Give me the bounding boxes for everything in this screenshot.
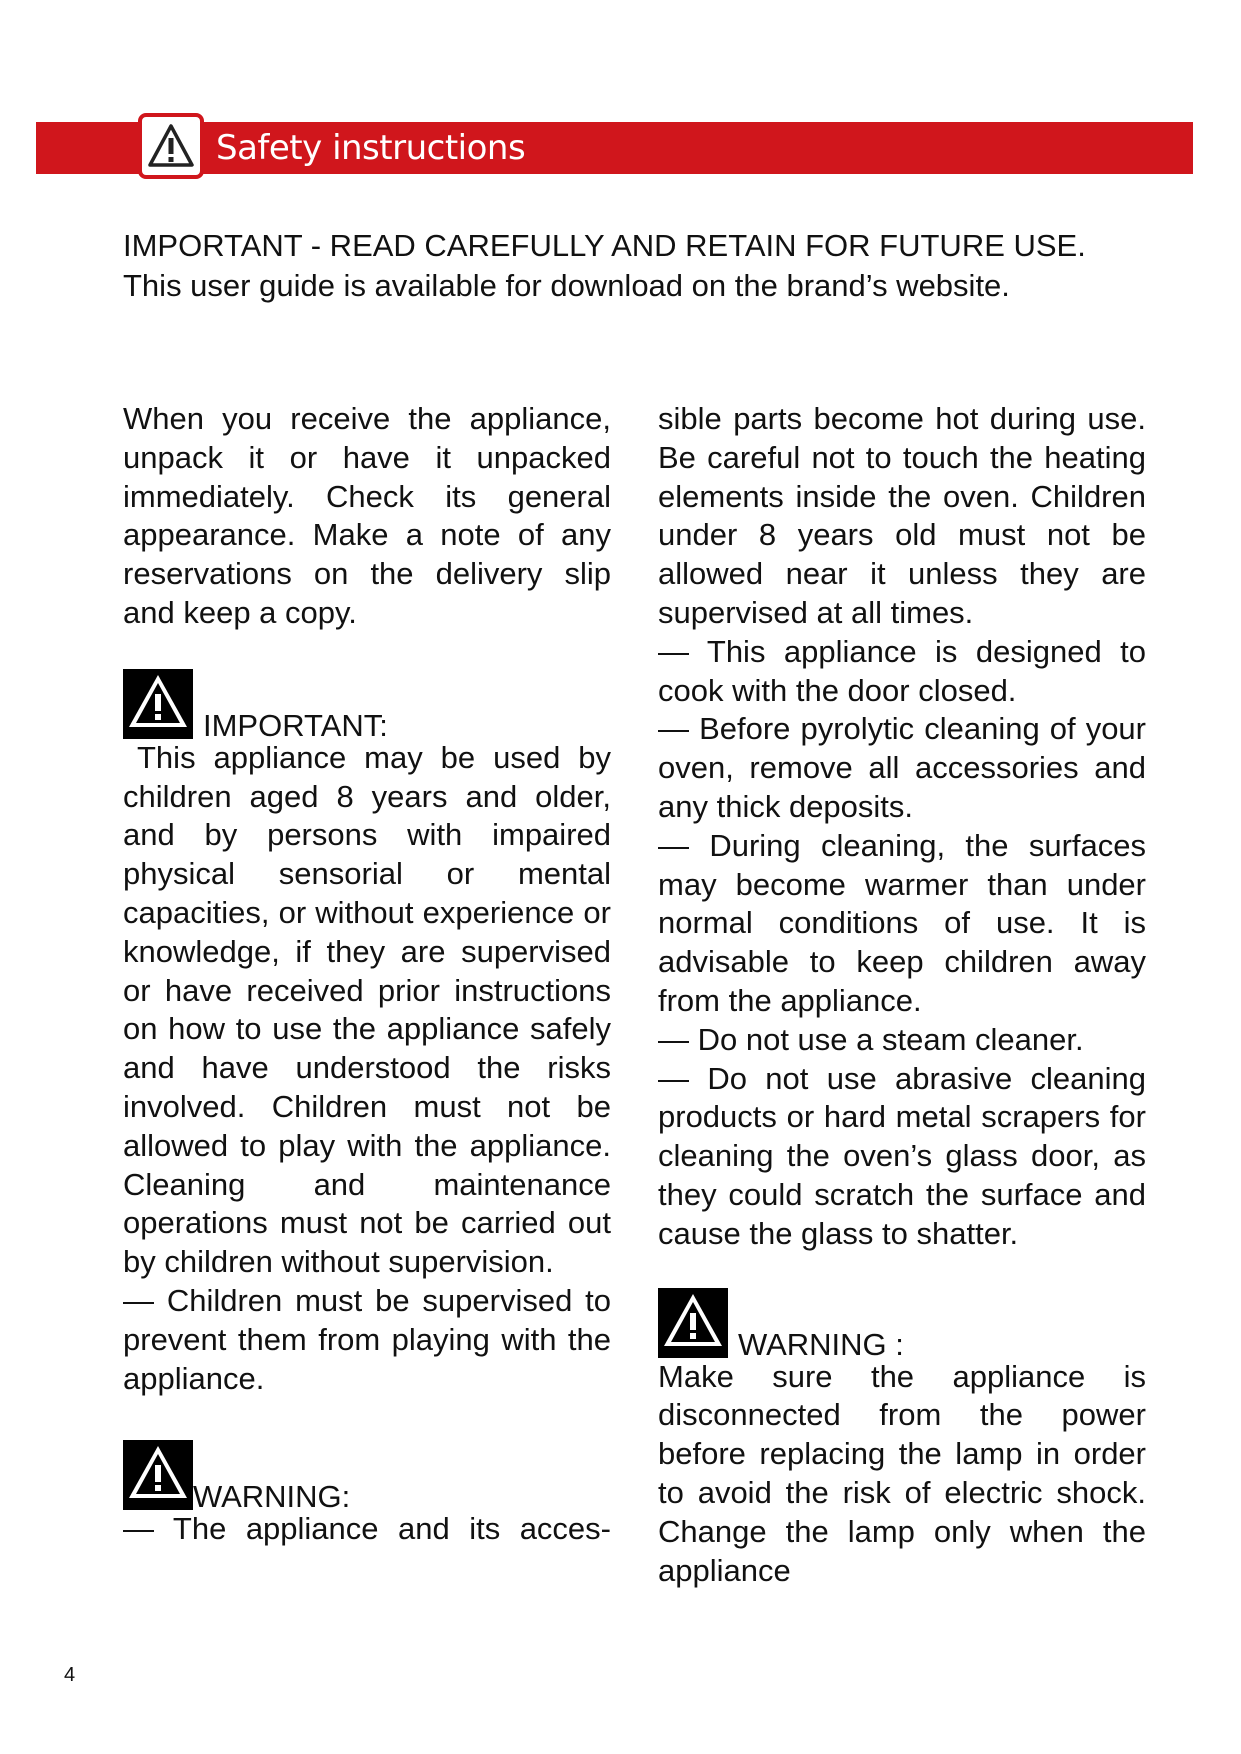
header-bar bbox=[36, 122, 1193, 174]
abrasive-paragraph: — Do not use abrasive cleaning products or hard metal scrapers for cleaning the oven’s glass door, as they could scratch the surface and cause the glass to shatter. bbox=[658, 1060, 1146, 1251]
supervise-paragraph: — Children must be supervised to prevent them from playing with the appliance. bbox=[123, 1282, 611, 1396]
intro-important-line: IMPORTANT - READ CAREFULLY AND RETAIN FOR FUTURE USE. bbox=[123, 228, 1086, 263]
important-heading bbox=[123, 665, 611, 743]
section-title: Safety instructions bbox=[216, 128, 526, 168]
page-number: 4 bbox=[64, 1664, 76, 1686]
warning-heading bbox=[123, 1436, 611, 1515]
left-column bbox=[123, 400, 611, 1549]
warning-paragraph-start: — The appliance and its acces- bbox=[123, 1511, 611, 1547]
right-column bbox=[658, 400, 1146, 1590]
cleaning-warm-paragraph: — During cleaning, the surfaces may become warmer than under normal conditions of use. It is advisable to keep children away from the appliance. bbox=[658, 827, 1146, 1018]
warning-heading bbox=[658, 1284, 1146, 1362]
intro-download-line: This user guide is available for download on the brand’s website. bbox=[123, 268, 1010, 303]
door-closed-paragraph: — This appliance is designed to cook with the door closed. bbox=[658, 633, 1146, 708]
warning-icon bbox=[658, 1288, 728, 1358]
important-paragraph: This appliance may be used by children aged 8 years and older, and by persons with impaired physical sensorial or mental capacities, or without experience or knowledge, if they are supervised or have received prior instructions on how to use the appliance safely and have understood the risks involved. Children must not be allowed to play with the appliance. Cleaning and maintenance operations must not be carried out by children without supervision. bbox=[123, 739, 611, 1280]
important-label: IMPORTANT: bbox=[203, 707, 388, 743]
steam-paragraph: — Do not use a steam cleaner. bbox=[658, 1021, 1084, 1057]
header-warning-badge bbox=[138, 113, 204, 179]
lamp-paragraph: Make sure the appliance is disconnected from the power before replacing the lamp in order to avoid the risk of electric shock. Change the lamp only when the appliance bbox=[658, 1358, 1146, 1588]
intro-block bbox=[123, 226, 1086, 306]
warning-paragraph-continued: sible parts become hot during use. Be careful not to touch the heating elements inside the oven. Children under 8 years old must not be allowed near it unless they are supervised at all times. bbox=[658, 401, 1146, 630]
pyrolytic-paragraph: — Before pyrolytic cleaning of your oven, remove all accessories and any thick deposits. bbox=[658, 711, 1146, 824]
warning-icon bbox=[123, 1440, 193, 1510]
warning-icon bbox=[123, 669, 193, 739]
receive-paragraph: When you receive the appliance, unpack it or have it unpacked immediately. Check its general appearance. Make a note of any reservations on the delivery slip and keep a copy. bbox=[123, 401, 611, 630]
warning-triangle-icon bbox=[147, 122, 195, 170]
warning-label: WARNING : bbox=[738, 1326, 904, 1362]
warning-label: WARNING: bbox=[193, 1479, 351, 1515]
